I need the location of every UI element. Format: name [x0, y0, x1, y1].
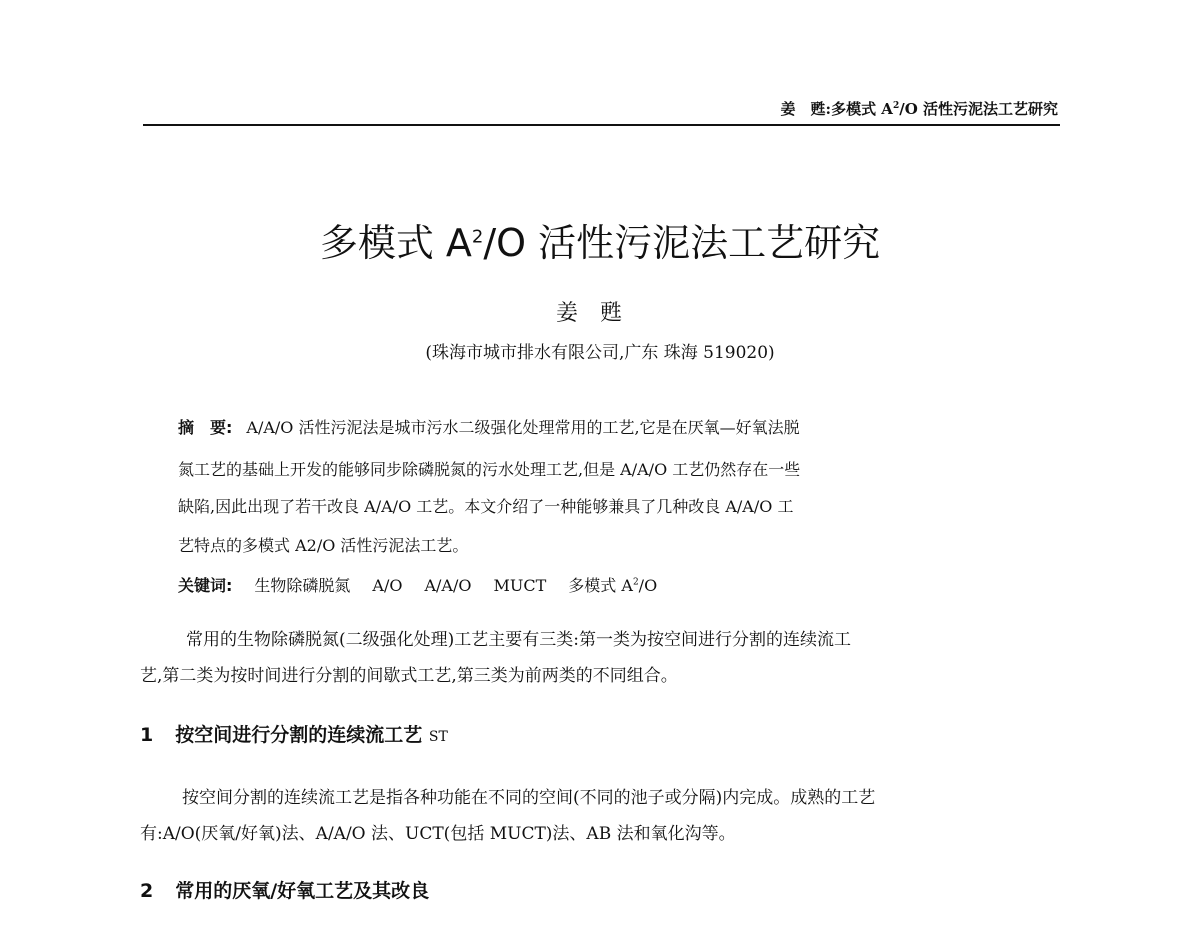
keyword-suffix: /O: [638, 576, 658, 595]
section-1-heading: [140, 720, 448, 747]
keyword-prefix: 多模式 A: [568, 576, 633, 595]
section-suffix: ST: [428, 729, 448, 745]
abstract-text: A/A/O 活性污泥法是城市污水二级强化处理常用的工艺,它是在厌氧—好氧法脱: [246, 418, 800, 437]
running-title: :多模式 A: [825, 100, 893, 118]
running-author: 姜 甦: [780, 100, 826, 118]
paper-title: [0, 212, 1200, 267]
intro-line: 艺,第二类为按时间进行分割的间歇式工艺,第三类为前两类的不同组合。: [140, 666, 678, 686]
running-title-suffix: /O 活性污泥法工艺研究: [899, 100, 1058, 118]
title-prefix: 多模式 A: [319, 221, 472, 265]
section-2-heading: [140, 876, 429, 903]
running-header: [781, 98, 1058, 119]
abstract-line: [178, 415, 1008, 438]
title-sup: 2: [471, 226, 484, 248]
keyword: 生物除磷脱氮: [254, 576, 351, 595]
keyword-sup: 2: [632, 577, 639, 588]
intro-line: 常用的生物除磷脱氮(二级强化处理)工艺主要有三类:第一类为按空间进行分割的连续流工: [186, 630, 851, 650]
running-sup: 2: [892, 101, 900, 111]
abstract-line: 艺特点的多模式 A2/O 活性污泥法工艺。: [178, 536, 469, 555]
author: 姜甦: [555, 301, 644, 326]
keyword: A/O: [372, 576, 403, 595]
section-number: 1: [140, 724, 154, 746]
keywords: [178, 573, 1008, 596]
section-1-line: 按空间分割的连续流工艺是指各种功能在不同的空间(不同的池子或分隔)内完成。成熟的工艺: [182, 788, 876, 808]
header-rule: [143, 124, 1060, 126]
title-suffix: /O 活性污泥法工艺研究: [483, 221, 881, 265]
keywords-label: 关键词:: [178, 576, 233, 595]
keyword: MUCT: [493, 576, 547, 595]
section-1-line: 有:A/O(厌氧/好氧)法、A/A/O 法、UCT(包括 MUCT)法、AB 法和氧化沟等。: [140, 824, 736, 844]
section-title: 常用的厌氧/好氧工艺及其改良: [175, 880, 430, 902]
abstract-label: 摘 要:: [178, 418, 233, 437]
abstract-line: 缺陷,因此出现了若干改良 A/A/O 工艺。本文介绍了一种能够兼具了几种改良 A/A/O 工: [178, 497, 794, 516]
section-number: 2: [140, 880, 154, 902]
keyword: [568, 576, 657, 595]
affiliation: (珠海市城市排水有限公司,广东 珠海 519020): [425, 343, 775, 363]
section-title: 按空间进行分割的连续流工艺: [175, 724, 423, 746]
keyword: A/A/O: [424, 576, 472, 595]
abstract-line: 氮工艺的基础上开发的能够同步除磷脱氮的污水处理工艺,但是 A/A/O 工艺仍然存在一些: [178, 460, 801, 479]
